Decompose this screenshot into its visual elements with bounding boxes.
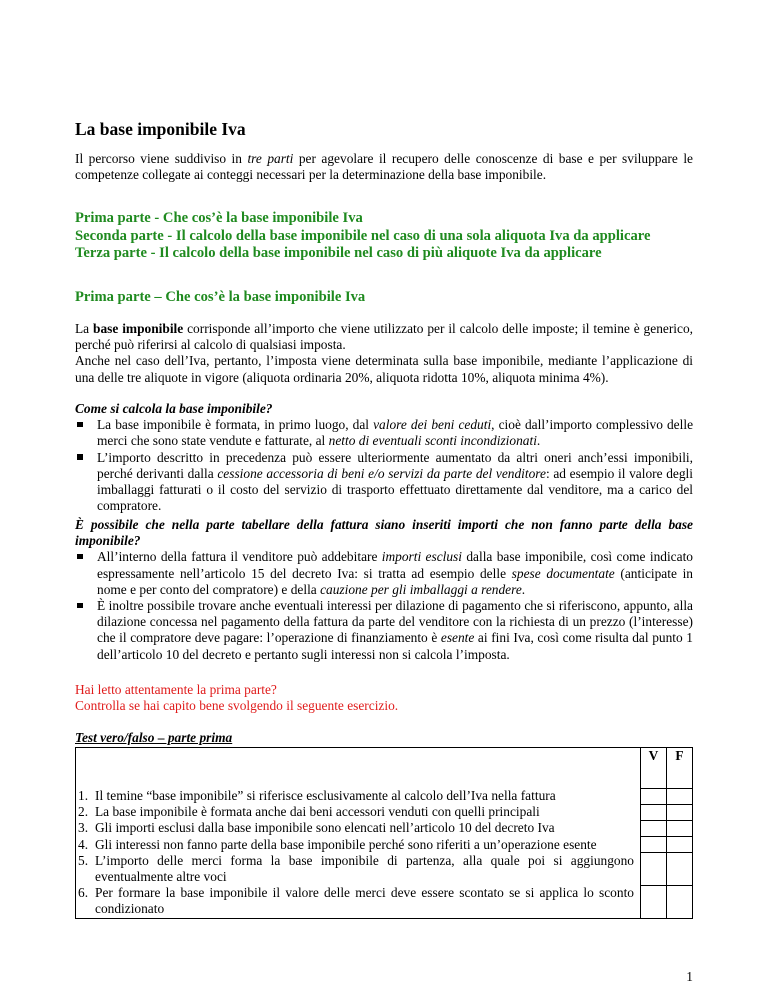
question-number: 4. xyxy=(78,836,89,852)
true-checkbox[interactable] xyxy=(641,820,667,836)
question-2-list xyxy=(75,549,693,662)
question-number: 6. xyxy=(78,885,89,901)
q1b1-a: La base imponibile è formata, in primo luogo, dal xyxy=(97,417,374,433)
q1b2-a: L’importo descritto in precedenza può essere ulteriormente aumentato da altri oneri anch’essi imponibili, perché derivanti dalla xyxy=(97,449,693,481)
false-checkbox[interactable] xyxy=(667,885,693,918)
false-checkbox[interactable] xyxy=(667,788,693,804)
q1b2-c: : ad esempio il valore degli imballaggi fatturati o il costo del servizio di trasporto effettuato direttamente dal venditore, ma a carico del compratore. xyxy=(97,465,693,514)
table-row xyxy=(76,788,693,804)
true-checkbox[interactable] xyxy=(641,853,667,885)
definition-text-b: base imponibile xyxy=(93,321,184,336)
question-number: 2. xyxy=(78,804,89,820)
question-number: 1. xyxy=(78,788,89,803)
question-text: La base imponibile è formata anche dai beni accessori venduti con quelli principali xyxy=(95,804,540,820)
q2b1-g: . xyxy=(521,581,526,597)
question-1-heading: Come si calcola la base imponibile? xyxy=(75,401,273,416)
true-false-test xyxy=(75,747,693,919)
question-text: Per formare la base imponibile il valore delle merci deve essere scontato se si applica lo sconto condizionato xyxy=(95,885,634,917)
column-false-label: F xyxy=(667,748,693,789)
definition-text-c: corrisponde all’importo che viene utilizzato per il calcolo delle imposte; il temine è generico, perché può riferirsi al calcolo di qualsiasi imposta. xyxy=(75,321,693,353)
table-row xyxy=(76,820,693,836)
test-table xyxy=(75,747,693,919)
definition-text-a: La xyxy=(75,321,94,336)
document-title: La base imponibile Iva xyxy=(75,119,246,139)
q2b1-b: importi esclusi xyxy=(381,549,462,565)
table-of-contents xyxy=(75,210,693,263)
true-checkbox[interactable] xyxy=(641,885,667,918)
test-header-spacer xyxy=(76,748,641,789)
reminder-line-2: Controlla se hai capito bene svolgendo il seguente esercizio. xyxy=(75,698,399,714)
toc-item-2: Seconda parte - Il calcolo della base imponibile nel caso di una sola aliquota Iva da applicare xyxy=(75,227,651,244)
q2b2-c: ai fini Iva, così come risulta dal punto 1 dell’articolo 10 del decreto e pertanto sugli interessi non si calcola l’imposta. xyxy=(97,630,693,662)
q2b1-a: All’interno della fattura il venditore può addebitare xyxy=(97,549,382,565)
q1b1-b: valore dei beni ceduti xyxy=(373,417,492,433)
list-item xyxy=(75,549,693,598)
table-row xyxy=(76,885,693,918)
q2b1-e: (anticipate in nome e per conto del compratore) e della xyxy=(97,565,693,597)
list-item xyxy=(75,417,693,449)
question-block-1 xyxy=(75,401,693,514)
question-number: 5. xyxy=(78,852,89,868)
intro-paragraph xyxy=(75,151,693,183)
q1b2-b: cessione accessoria di beni e/o servizi da parte del venditore xyxy=(217,465,546,481)
intro-text-3: per agevolare il recupero delle conoscenze di base e per sviluppare le competenze collegate ai conteggi necessari per la determinazione della base imponibile. xyxy=(75,151,693,183)
definition-paragraph xyxy=(75,321,693,353)
question-text: L’importo delle merci forma la base imponibile di partenza, alla quale poi si aggiungono eventualmente altre voci xyxy=(95,852,634,885)
q2b2-b: esente xyxy=(440,630,475,646)
document-page xyxy=(75,0,693,994)
question-cell xyxy=(76,788,641,804)
list-item xyxy=(75,450,693,515)
section-body xyxy=(75,321,693,386)
list-item xyxy=(75,598,693,663)
reminder-line-1: Hai letto attentamente la prima parte? xyxy=(75,682,277,697)
false-checkbox[interactable] xyxy=(667,820,693,836)
column-true-label: V xyxy=(641,748,667,789)
false-checkbox[interactable] xyxy=(667,853,693,885)
question-number: 3. xyxy=(78,820,89,836)
table-row xyxy=(76,853,693,885)
toc-item-3: Terza parte - Il calcolo della base imponibile nel caso di più aliquote Iva da applicare xyxy=(75,245,602,261)
intro-text-1: Il percorso viene suddiviso in xyxy=(75,151,248,166)
true-checkbox[interactable] xyxy=(641,788,667,804)
test-heading: Test vero/falso – parte prima xyxy=(75,730,233,745)
q2b1-d: spese documentate xyxy=(511,565,615,581)
question-cell xyxy=(76,820,641,836)
true-checkbox[interactable] xyxy=(641,837,667,853)
table-row xyxy=(76,804,693,820)
false-checkbox[interactable] xyxy=(667,804,693,820)
question-cell xyxy=(76,837,641,853)
q1b1-c: , cioè dall’importo complessivo delle merci che sono state vendute e fatturate, al xyxy=(97,417,694,449)
q2b2-a: È inoltre possibile trovare anche eventuali interessi per dilazione di pagamento che si riferiscono, appunto, alla dilazione concessa nel pagamento della fattura da parte del venditore con la richiesta di un prezzo (l’interesse) che il compratore deve pagare: l’operazione di finanziamento è xyxy=(97,598,693,646)
table-row xyxy=(76,837,693,853)
reminder-block xyxy=(75,682,693,714)
question-cell xyxy=(76,804,641,820)
question-text: Gli importi esclusi dalla base imponibile sono elencati nell’articolo 10 del decreto Iva xyxy=(95,820,555,836)
q1b1-e: . xyxy=(536,433,541,449)
section-heading: Prima parte – Che cos’è la base imponibile Iva xyxy=(75,289,366,305)
question-text: Il temine “base imponibile” si riferisce esclusivamente al calcolo dell’Iva nella fattura xyxy=(95,788,556,803)
question-cell xyxy=(76,853,641,885)
toc-item-1: Prima parte - Che cos’è la base imponibile Iva xyxy=(75,210,363,226)
true-checkbox[interactable] xyxy=(641,804,667,820)
question-block-2 xyxy=(75,517,693,663)
q1b1-d: netto di eventuali sconti incondizionati xyxy=(328,433,537,449)
question-1-list xyxy=(75,417,693,514)
false-checkbox[interactable] xyxy=(667,837,693,853)
question-cell xyxy=(76,885,641,918)
intro-text-2: tre parti xyxy=(247,151,294,166)
q2b1-f: cauzione per gli imballaggi a rendere xyxy=(320,581,522,597)
question-2-heading: È possibile che nella parte tabellare della fattura siano inseriti importi che non fanno parte della base imponibile? xyxy=(75,517,693,549)
page-number: 1 xyxy=(686,969,693,984)
q2b1-c: dalla base imponibile, così come indicato espressamente nell’articolo 15 del decreto Iva: si tratta ad esempio delle xyxy=(97,549,693,581)
iva-paragraph: Anche nel caso dell’Iva, pertanto, l’imposta viene determinata sulla base imponibile, mediante l’applicazione di una delle tre aliquote in vigore (aliquota ordinaria 20%, aliquota ridotta 10%, aliquota minima 4%). xyxy=(75,353,693,385)
test-header-row xyxy=(76,748,693,789)
question-text: Gli interessi non fanno parte della base imponibile perché sono riferiti a un’operazione esente xyxy=(95,836,597,852)
